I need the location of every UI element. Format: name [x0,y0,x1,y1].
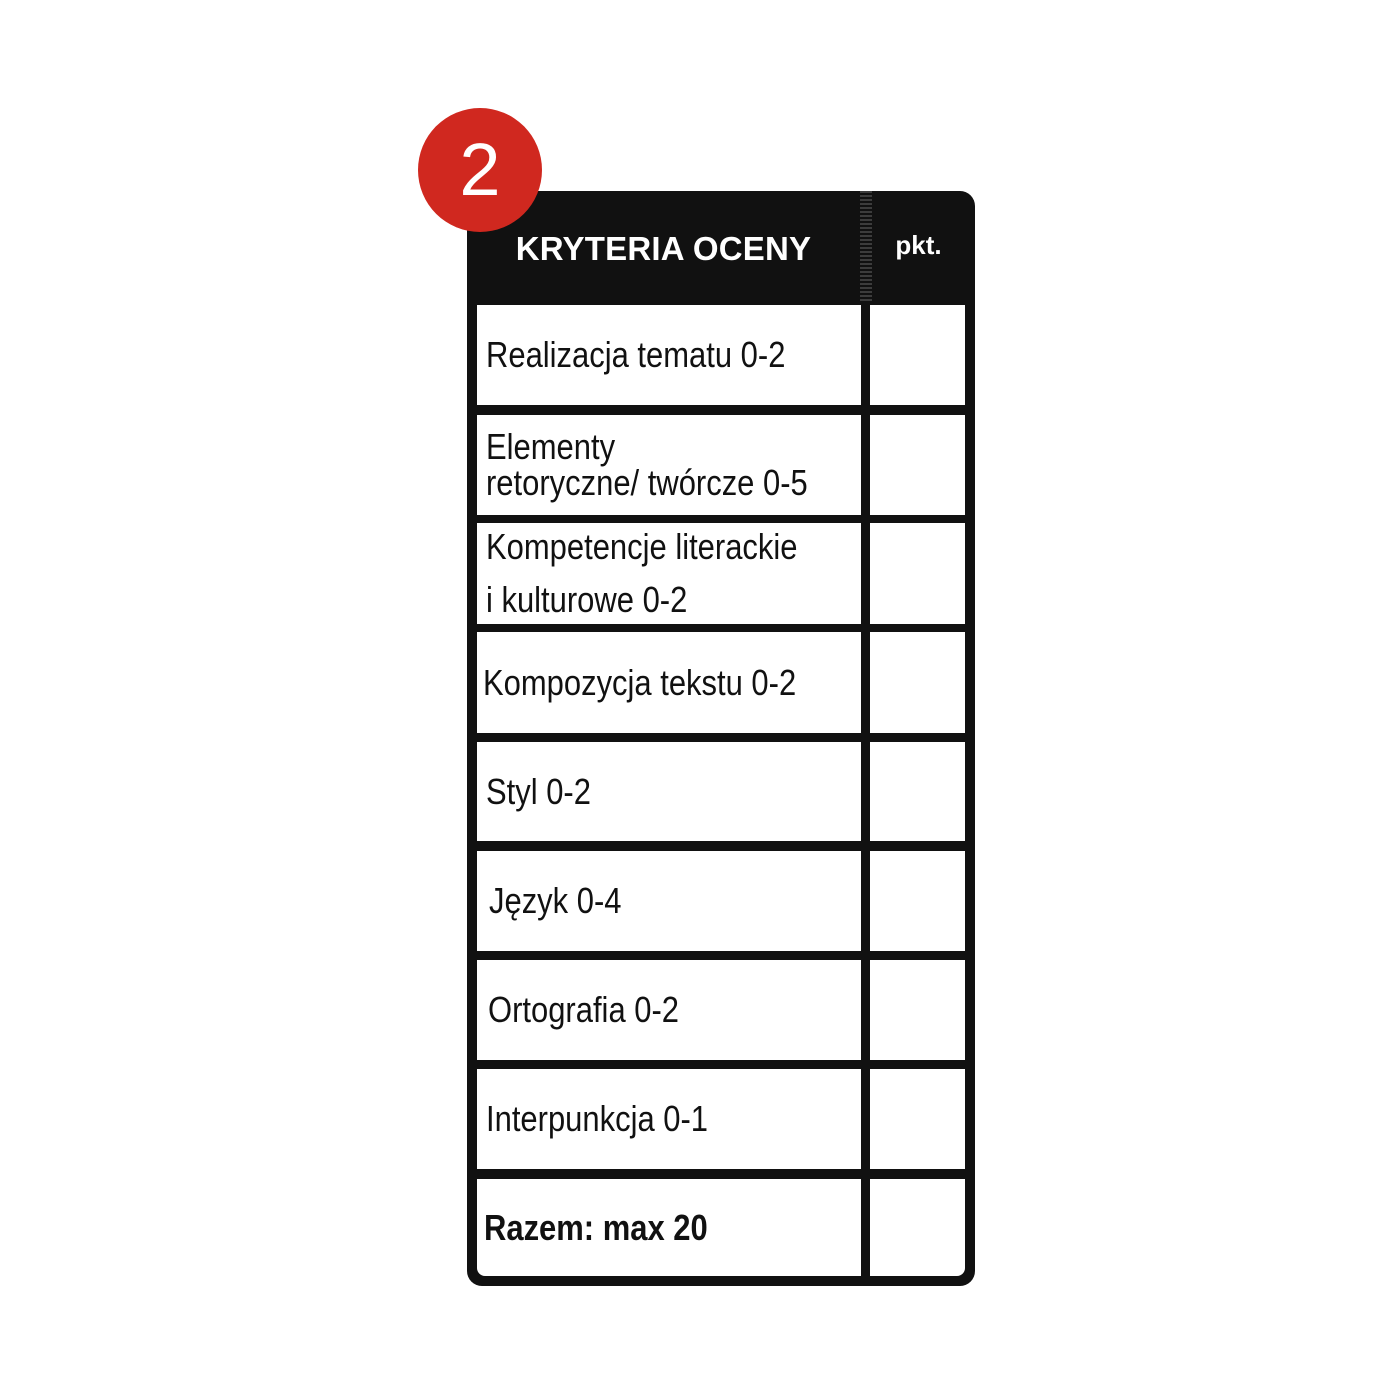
criterion-label-line: Elementy [486,426,616,467]
header-divider [860,191,872,303]
criterion-label-line: Kompetencje literackie [486,526,798,568]
criterion-label [477,742,861,841]
points-entry-cell[interactable] [870,523,965,624]
criterion-label-line: i kulturowe 0-2 [486,578,688,620]
points-entry-cell[interactable] [870,632,965,733]
criterion-label-line: Styl 0-2 [486,770,591,812]
total-label-text: Razem: max 20 [484,1206,708,1248]
criterion-label-line: Ortografia 0-2 [488,989,680,1030]
points-column-header: pkt. [895,230,942,260]
total-label [477,1179,861,1276]
criterion-label [477,415,861,515]
total-points-cell[interactable] [870,1179,965,1276]
criterion-label-line: Język 0-4 [489,880,622,921]
points-entry-cell[interactable] [870,305,965,405]
points-entry-cell[interactable] [870,415,965,515]
criterion-label [477,960,861,1060]
points-entry-cell[interactable] [870,742,965,841]
points-entry-cell[interactable] [870,851,965,951]
criterion-label [477,632,861,733]
criterion-label [477,523,861,624]
criterion-label [477,1069,861,1169]
step-number-badge: 2 [418,108,542,232]
criterion-label [477,305,861,405]
criterion-label-line: Realizacja tematu 0-2 [486,334,786,375]
criterion-label [477,851,861,951]
criteria-column-header: KRYTERIA OCENY [515,230,812,267]
criterion-label-line: retoryczne/ twórcze 0-5 [486,462,808,503]
criterion-label-line: Interpunkcja 0-1 [486,1098,709,1139]
points-entry-cell[interactable] [870,960,965,1060]
criterion-label-line: Kompozycja tekstu 0-2 [483,661,797,703]
points-entry-cell[interactable] [870,1069,965,1169]
